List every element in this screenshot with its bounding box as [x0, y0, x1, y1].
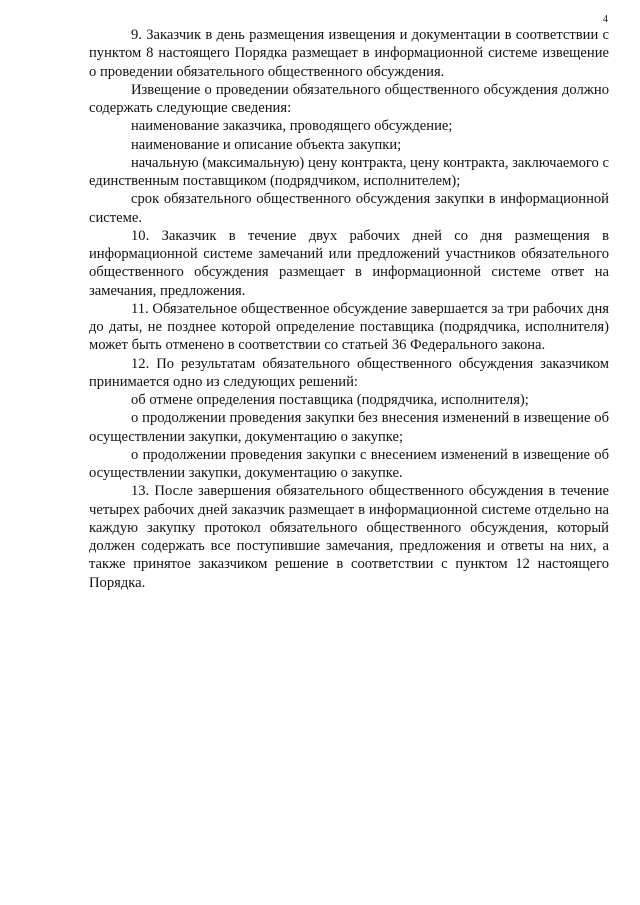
list-item-object-description: наименование и описание объекта закупки;: [131, 136, 402, 153]
paragraph-12: 12. По результатам обязательного общественного обсуждения заказчиком принимается одно из следующих решений:: [89, 355, 609, 390]
list-item-customer-name: наименование заказчика, проводящего обсуждение;: [131, 118, 453, 135]
list-item-contract-price: начальную (максимальную) цену контракта, цену контракта, заключаемого с единственным поставщиком (подрядчиком, исполнителем);: [89, 154, 609, 189]
paragraph-9: 9. Заказчик в день размещения извещения и документации в соответствии с пунктом 8 настоящего Порядка размещает в информационной системе извещение о проведении обязательного общественного обсуждения.: [89, 27, 609, 80]
list-item-continue-without-changes: о продолжении проведения закупки без внесения изменений в извещение об осуществлении закупки, документацию о закупке;: [89, 410, 609, 445]
paragraph-notice-requirements: Извещение о проведении обязательного общественного обсуждения должно содержать следующие сведения:: [89, 81, 609, 116]
document-body: [89, 26, 609, 592]
page-number: 4: [603, 14, 608, 25]
paragraph-13: 13. После завершения обязательного общественного обсуждения в течение четырех рабочих дней заказчик размещает в информационной системе отдельно на каждую закупку протокол обязательного общественного обсуждения, который должен содержать все поступившие замечания, предложения и ответы на них, а также принятое заказчиком решение в соответствии с пунктом 12 настоящего Порядка.: [89, 483, 609, 591]
paragraph-11: 11. Обязательное общественное обсуждение завершается за три рабочих дня до даты, не позднее которой определение поставщика (подрядчика, исполнителя) может быть отменено в соответствии со статьей 36 Федерального закона.: [89, 300, 609, 354]
list-item-cancel-decision: об отмене определения поставщика (подрядчика, исполнителя);: [131, 392, 529, 408]
list-item-continue-with-changes: о продолжении проведения закупки с внесением изменений в извещение об осуществлении закупки, документацию о закупке.: [89, 446, 609, 481]
list-item-discussion-term: срок обязательного общественного обсуждения закупки в информационной системе.: [89, 191, 609, 226]
paragraph-10: 10. Заказчик в течение двух рабочих дней со дня размещения в информационной системе замечаний или предложений участников обязательного общественного обсуждения размещает в информационной системе ответ на замечания, предложения.: [89, 227, 609, 299]
